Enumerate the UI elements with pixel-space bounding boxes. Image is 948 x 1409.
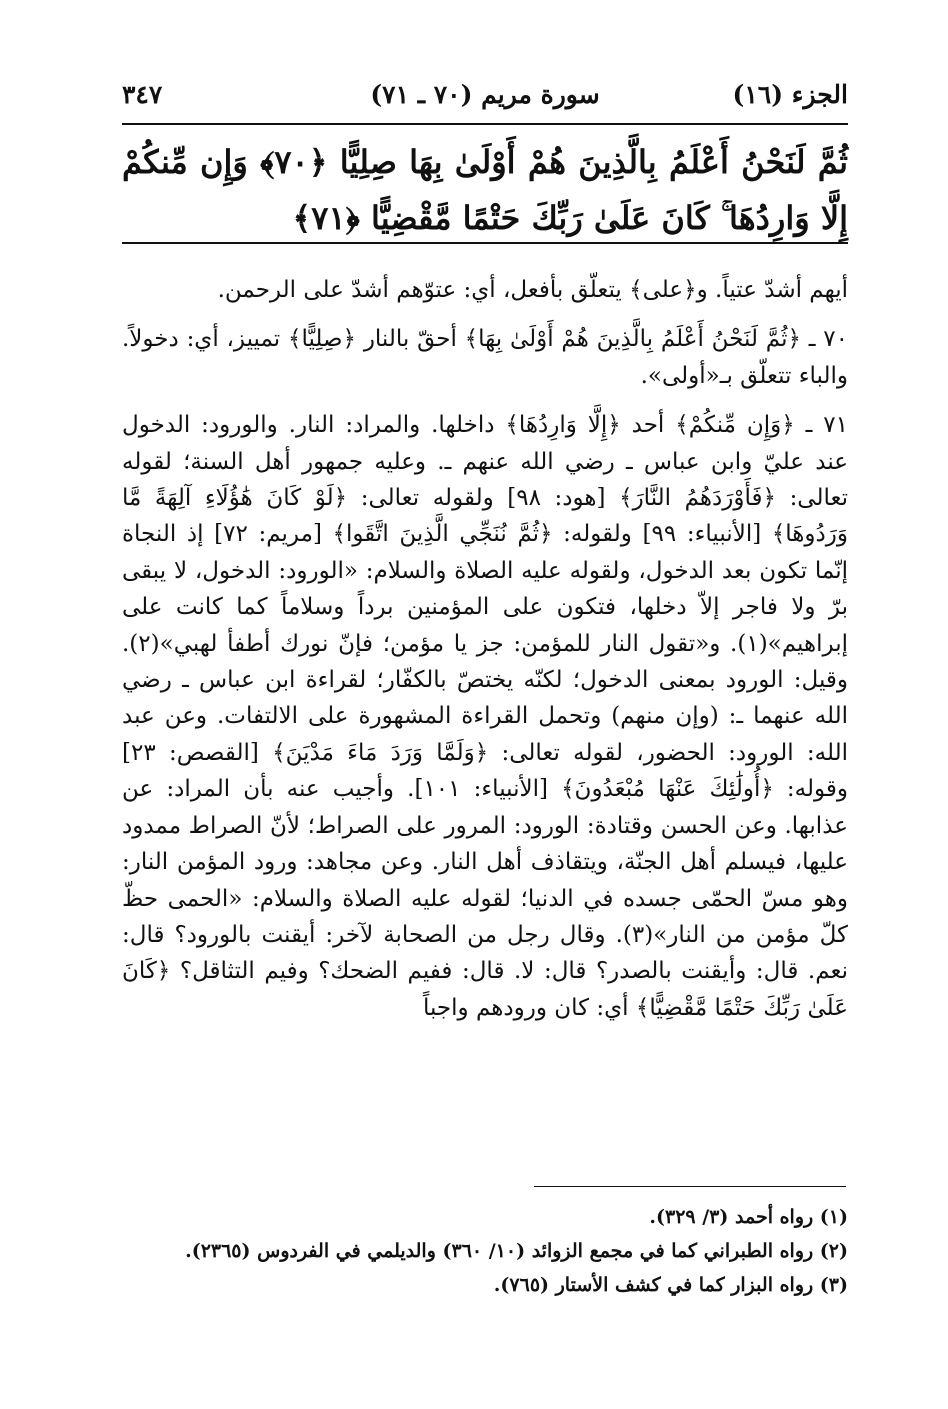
commentary-paragraph: أيهم أشدّ عتياً. و﴿على﴾ يتعلّق بأفعل، أي: عتوّهم أشدّ على الرحمن. [217, 277, 848, 303]
quran-verses: ثُمَّ لَنَحْنُ أَعْلَمُ بِالَّذِينَ هُمْ أَوْلَىٰ بِهَا صِلِيًّا ﴿٧٠﴾ وَإِن مِّنكُمْ إِلَّا وَارِدُهَا ۚ كَانَ عَلَىٰ رَبِّكَ حَتْمًا مَّقْضِيًّا ﴿٧١﴾ [122, 143, 848, 237]
footnote-item: (٣) رواه البزار كما في كشف الأستار (٧٦٥). [493, 1274, 848, 1296]
page-header [122, 78, 848, 122]
verses-rule [122, 242, 848, 244]
juz-label: الجزء (١٦) [732, 80, 848, 109]
page-number: ٣٤٧ [122, 80, 163, 109]
footnote-item: (١) رواه أحمد (٣/ ٣٢٩). [649, 1206, 848, 1228]
commentary-body [122, 272, 848, 1026]
commentary-paragraph: ٧٠ ـ ﴿ثُمَّ لَنَحْنُ أَعْلَمُ بِالَّذِينَ هُمْ أَوْلَىٰ بِهَا﴾ أحقّ بالنار ﴿صِلِيًّا﴾ تمييز، أي: دخولاً. والباء تتعلّق بـ«أولى». [122, 326, 848, 389]
footnotes [122, 1200, 848, 1302]
commentary-paragraph: ٧١ ـ ﴿وَإِن مِّنكُمْ﴾ أحد ﴿إِلَّا وَارِدُهَا﴾ داخلها. والمراد: النار. والورود: الدخول عند عليّ وابن عباس ـ رضي الله عنهم ـ. وعليه جمهور أهل السنة؛ لقوله تعالى: ﴿فَأَوْرَدَهُمُ النَّارَ﴾ [هود: ٩٨] ولقوله تعالى: ﴿لَوْ كَانَ هَٰؤُلَاءِ آلِهَةً مَّا وَرَدُوهَا﴾ [الأنبياء: ٩٩] ولقوله: ﴿ثُمَّ نُنَجِّي الَّذِينَ اتَّقَوا﴾ [مريم: ٧٢] إذ النجاة إنّما تكون بعد الدخول، ولقوله عليه الصلاة والسلام: «الورود: الدخول، لا يبقى برّ ولا فاجر إلاّ دخلها، فتكون على المؤمنين برداً وسلاماً كما كانت على إبراهيم»(١). و«تقول النار للمؤمن: جز يا مؤمن؛ فإنّ نورك أطفأ لهبي»(٢). وقيل: الورود بمعنى الدخول؛ لكنّه يختصّ بالكفّار؛ لقراءة ابن عباس ـ رضي الله عنهما ـ: (وإن منهم) وتحمل القراءة المشهورة على الالتفات. وعن عبد الله: الورود: الحضور، لقوله تعالى: ﴿وَلَمَّا وَرَدَ مَاءَ مَدْيَنَ﴾ [القصص: ٢٣] وقوله: ﴿أُولَٰئِكَ عَنْهَا مُبْعَدُونَ﴾ [الأنبياء: ١٠١]. وأجيب عنه بأن المراد: عن عذابها. وعن الحسن وقتادة: الورود: المرور على الصراط؛ لأنّ الصراط ممدود عليها، فيسلم أهل الجنّة، ويتقاذف أهل النار. وعن مجاهد: ورود المؤمن النار: وهو مسّ الحمّى جسده في الدنيا؛ لقوله عليه الصلاة والسلام: «الحمى حظّ كلّ مؤمن من النار»(٣). وقال رجل من الصحابة لآخر: أيقنت بالورود؟ قال: نعم. قال: وأيقنت بالصدر؟ قال: لا. قال: ففيم الضحك؟ وفيم التثاقل؟ ﴿كَانَ عَلَىٰ رَبِّكَ حَتْمًا مَّقْضِيًّا﴾ أي: كان ورودهم واجباً [122, 412, 848, 1021]
footnote-item: (٢) رواه الطبراني كما في مجمع الزوائد (١٠/ ٣٦٠) والديلمي في الفردوس (٢٣٦٥). [185, 1240, 848, 1262]
surah-title: سورة مريم (٧٠ ـ ٧١) [370, 80, 600, 109]
footnote-separator [534, 1186, 846, 1187]
header-rule [122, 123, 848, 125]
